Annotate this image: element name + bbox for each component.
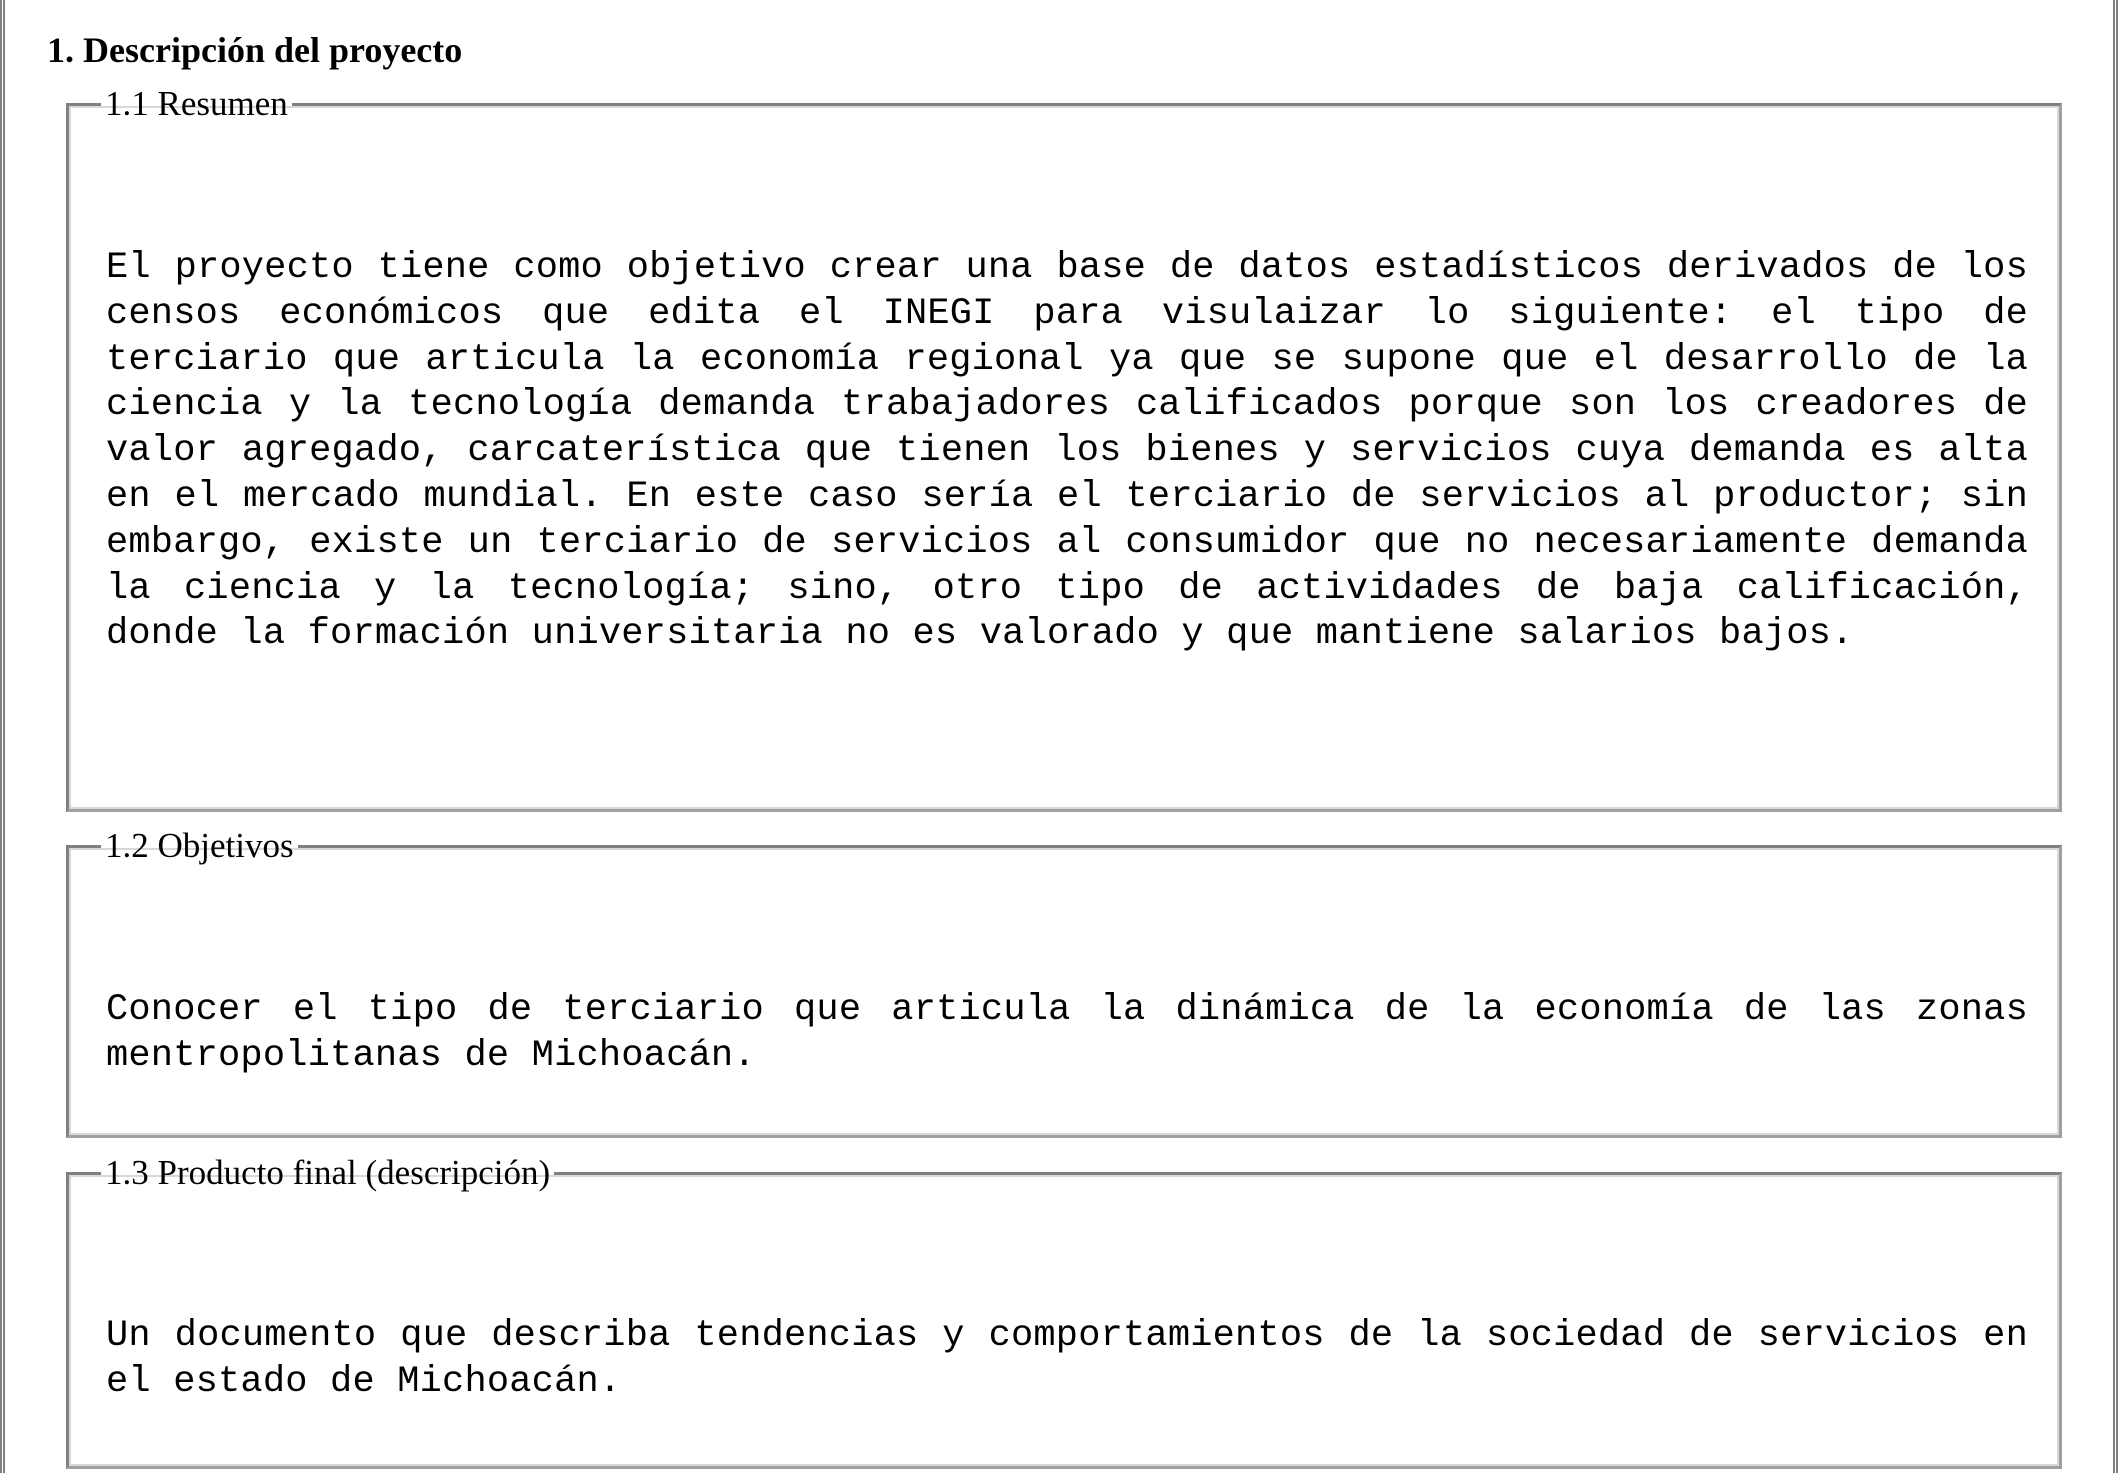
producto-final-text: Un documento que describa tendencias y comportamientos de la sociedad de servicios en el estado de Michoacán. (106, 1315, 2028, 1403)
fieldset-resumen (66, 84, 2062, 812)
resumen-text: El proyecto tiene como objetivo crear una base de datos estadísticos derivados de los censos económicos que edita el INEGI para visulaizar lo siguiente: el tipo de terciario que articula la economía regional ya que se supone que el desarrollo de la ciencia y la tecnología demanda trabajadores calificados porque son los creadores de valor agregado, carcaterística que tienen los bienes y servicios cuya demanda es alta en el mercado mundial. En este caso sería el terciario de servicios al productor; sin embargo, existe un terciario de servicios al consumidor que no necesariamente demanda la ciencia y la tecnología; sino, otro tipo de actividades de baja calificación, donde la formación universitaria no es valorado y que mantiene salarios bajos. (106, 247, 2028, 656)
objetivos-text: Conocer el tipo de terciario que articula la dinámica de la economía de las zonas mentropolitanas de Michoacán. (106, 989, 2028, 1077)
legend-objetivos: 1.2 Objetivos (105, 826, 294, 865)
fieldset-objetivos (66, 826, 2062, 1138)
legend-resumen: 1.1 Resumen (105, 84, 288, 123)
legend-producto-final: 1.3 Producto final (descripción) (105, 1153, 551, 1192)
fieldset-producto-final (66, 1153, 2062, 1469)
section-title: 1. Descripción del proyecto (47, 30, 463, 70)
